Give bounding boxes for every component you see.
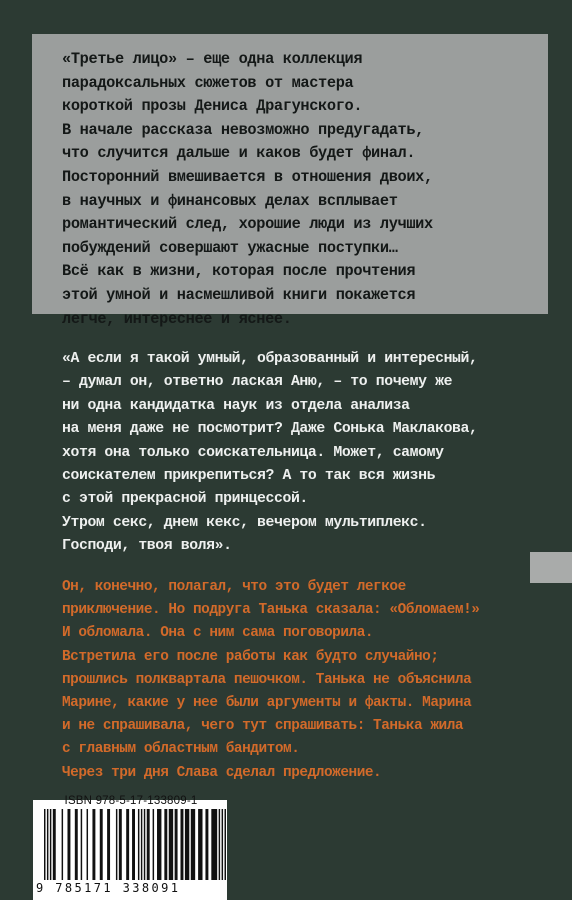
barcode-bars (44, 809, 226, 880)
barcode-bar (147, 809, 150, 880)
blurb-line: легче, интереснее и яснее. (62, 309, 292, 328)
blurb-line: романтический след, хорошие люди из лучших (62, 215, 433, 234)
barcode-bar (185, 809, 189, 880)
excerpt-line: Через три дня Слава сделал предложение. (62, 764, 382, 781)
barcode-digits: 9 785171 338091 (36, 881, 181, 895)
barcode-bar (53, 809, 56, 880)
barcode-bar (141, 809, 142, 880)
quote-line: Господи, твоя воля». (62, 538, 232, 555)
barcode-bar (116, 809, 117, 880)
blurb-line: В начале рассказа невозможно предугадать, (62, 120, 425, 139)
excerpt-line: с главным областным бандитом. (62, 741, 300, 758)
quote-line: – думал он, ответно лаская Аню, – то почему же (62, 374, 453, 391)
excerpt-line: приключение. Но подруга Танька сказала: «Обломаем!» (62, 602, 480, 619)
excerpt-line: Марине, какие у нее были аргументы и факты. Марина (62, 695, 472, 712)
blurb-line: короткой прозы Дениса Драгунского. (62, 97, 363, 116)
blurb-line: Всё как в жизни, которая после прочтения (62, 262, 416, 281)
barcode-bar (138, 809, 139, 880)
barcode-bar (169, 809, 173, 880)
barcode-bar (81, 809, 82, 880)
isbn-label: ISBN 978-5-17-133809-1 (64, 795, 198, 807)
quote-line: с этой прекрасной принцессой. (62, 491, 308, 508)
quote-line: хотя она только соискательница. Может, самому (62, 444, 444, 461)
barcode-bar (44, 809, 45, 880)
barcode-bar (50, 809, 51, 880)
barcode-bar (75, 809, 78, 880)
excerpt-line: И обломала. Она с ним сама поговорила. (62, 625, 374, 642)
barcode-bar (181, 809, 184, 880)
barcode-bar (205, 809, 208, 880)
barcode-bar (164, 809, 167, 880)
blurb-line: этой умной и насмешливой книги покажется (62, 285, 416, 304)
excerpt-text (62, 576, 532, 785)
barcode-bar (119, 809, 122, 880)
quote-line: «А если я такой умный, образованный и интересный, (62, 351, 478, 367)
excerpt-line: и не спрашивала, чего тут спрашивать: Танька жила (62, 718, 464, 735)
quote-line: ни одна кандидатка наук из отдела анализа (62, 397, 410, 414)
barcode-bar (222, 809, 223, 880)
barcode-bar (211, 809, 217, 880)
barcode-bar (153, 809, 154, 880)
barcode-bar (132, 809, 135, 880)
blurb-line: парадоксальных сюжетов от мастера (62, 73, 354, 92)
side-tab (530, 552, 572, 583)
barcode-bar (87, 809, 88, 880)
quote-line: Утром секс, днем кекс, вечером мультиплекс. (62, 514, 427, 531)
excerpt-line: Встретила его после работы как будто случайно; (62, 648, 439, 665)
barcode-bar (157, 809, 161, 880)
barcode-bar (198, 809, 202, 880)
barcode-bar (47, 809, 48, 880)
quote-line: соискателем прикрепиться? А то так вся жизнь (62, 468, 436, 485)
blurb-line: что случится дальше и каков будет финал. (62, 144, 416, 163)
excerpt-line: прошлись полквартала пешочком. Танька не объяснила (62, 671, 472, 688)
excerpt-line: Он, конечно, полагал, что это будет легкое (62, 579, 406, 595)
barcode-bar (62, 809, 63, 880)
barcode-bar (225, 809, 226, 880)
blurb-line: побуждений совершают ужасные поступки… (62, 238, 398, 257)
blurb-line: Посторонний вмешивается в отношения двоих, (62, 167, 433, 186)
quote-text (62, 348, 532, 559)
barcode-bar (191, 809, 195, 880)
blurb-line: в научных и финансовых делах всплывает (62, 191, 398, 210)
blurb-line: «Третье лицо» – еще одна коллекция (62, 50, 363, 68)
blurb-text (62, 48, 532, 331)
barcode-bar (107, 809, 110, 880)
barcode-bar (126, 809, 129, 880)
barcode-bar (92, 809, 95, 880)
barcode-bar (144, 809, 145, 880)
quote-line: на меня даже не посмотрит? Даже Сонька Маклакова, (62, 421, 478, 438)
barcode-bar (175, 809, 178, 880)
barcode-bar (100, 809, 103, 880)
barcode-bar (67, 809, 70, 880)
barcode-bar (219, 809, 220, 880)
